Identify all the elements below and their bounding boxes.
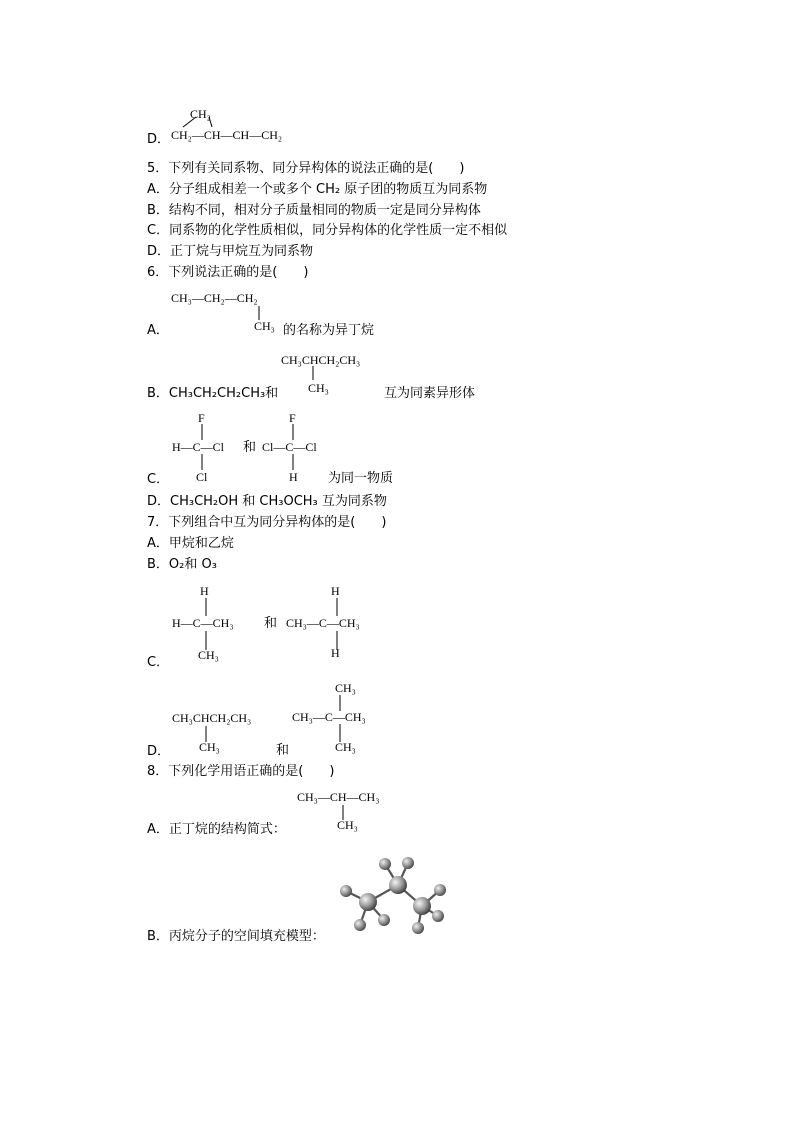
formula-text: CH₃CHCH₂CH₃ <box>172 711 252 725</box>
formula-text: CH₂ <box>190 107 211 121</box>
question-stem: 5．下列有关同系物、同分异构体的说法正确的是( ) <box>147 161 465 176</box>
formula-text: CH₂—CH—CH—CH₂ <box>171 128 283 142</box>
option-c: C．同系物的化学性质相似，同分异构体的化学性质一定不相似 <box>147 223 508 238</box>
option-b: B．O₂和 O₃ <box>147 557 217 572</box>
formula-text: CH₃ <box>337 818 358 832</box>
formula-text: CH₃—CH—CH₃ <box>297 790 380 804</box>
connector-text: 和 <box>276 743 290 758</box>
option-label: A． <box>147 323 169 338</box>
formula-text: Cl <box>196 470 208 484</box>
formula-text: CH₃ <box>335 740 356 754</box>
formula-text: H—C—Cl <box>172 440 225 454</box>
formula-text: H <box>331 646 340 660</box>
formula-text: CH₃—CH₂—CH₂ <box>171 291 258 305</box>
option-label: D． <box>147 132 171 147</box>
formula-text: CH₃ <box>335 681 356 695</box>
formula-text: F <box>289 411 296 425</box>
question-stem: 8．下列化学用语正确的是( ) <box>147 764 335 779</box>
formula-text: CH₃—C—CH₃ <box>292 710 366 724</box>
option-b: B．结构不同，相对分子质量相同的物质一定是同分异构体 <box>147 203 481 218</box>
option-label: B．丙烷分子的空间填充模型： <box>147 929 325 944</box>
formula-text: CH₃ <box>308 381 329 395</box>
formula-text: CH₃ <box>198 648 219 662</box>
option-label: C． <box>147 655 170 670</box>
question-stem: 7．下列组合中互为同分异构体的是( ) <box>147 515 387 530</box>
formula-text: Cl—C—Cl <box>262 440 317 454</box>
option-a: A．甲烷和乙烷 <box>147 536 234 551</box>
connector-text: 和 <box>243 440 257 455</box>
option-label: D． <box>147 744 171 759</box>
formula-text: CH₃ <box>199 740 220 754</box>
formula-text: CH₃CHCH₂CH₃ <box>281 353 361 367</box>
option-label: B．CH₃CH₂CH₂CH₃和 <box>147 386 279 401</box>
option-d: D．正丁烷与甲烷互为同系物 <box>147 244 314 259</box>
formula-text: CH₃ <box>254 319 275 333</box>
option-text: 为同一物质 <box>328 471 394 486</box>
option-a: A．分子组成相差一个或多个 CH₂ 原子团的物质互为同系物 <box>147 182 488 197</box>
option-label: C． <box>147 472 170 487</box>
formula-text: H <box>200 584 209 598</box>
question-stem: 6．下列说法正确的是( ) <box>147 265 309 280</box>
option-text: 的名称为异丁烷 <box>283 323 375 338</box>
formula-text: F <box>198 411 205 425</box>
option-text: 互为同素异形体 <box>384 386 476 401</box>
connector-text: 和 <box>264 616 278 631</box>
formula-text: H <box>289 470 298 484</box>
option-label: A．正丁烷的结构简式： <box>147 822 286 837</box>
propane-model-image <box>330 850 460 940</box>
formula-text: H <box>331 584 340 598</box>
option-d: D．CH₃CH₂OH 和 CH₃OCH₃ 互为同系物 <box>147 494 387 509</box>
formula-text: CH₃—C—CH₃ <box>286 616 360 630</box>
formula-text: H—C—CH₃ <box>172 616 234 630</box>
